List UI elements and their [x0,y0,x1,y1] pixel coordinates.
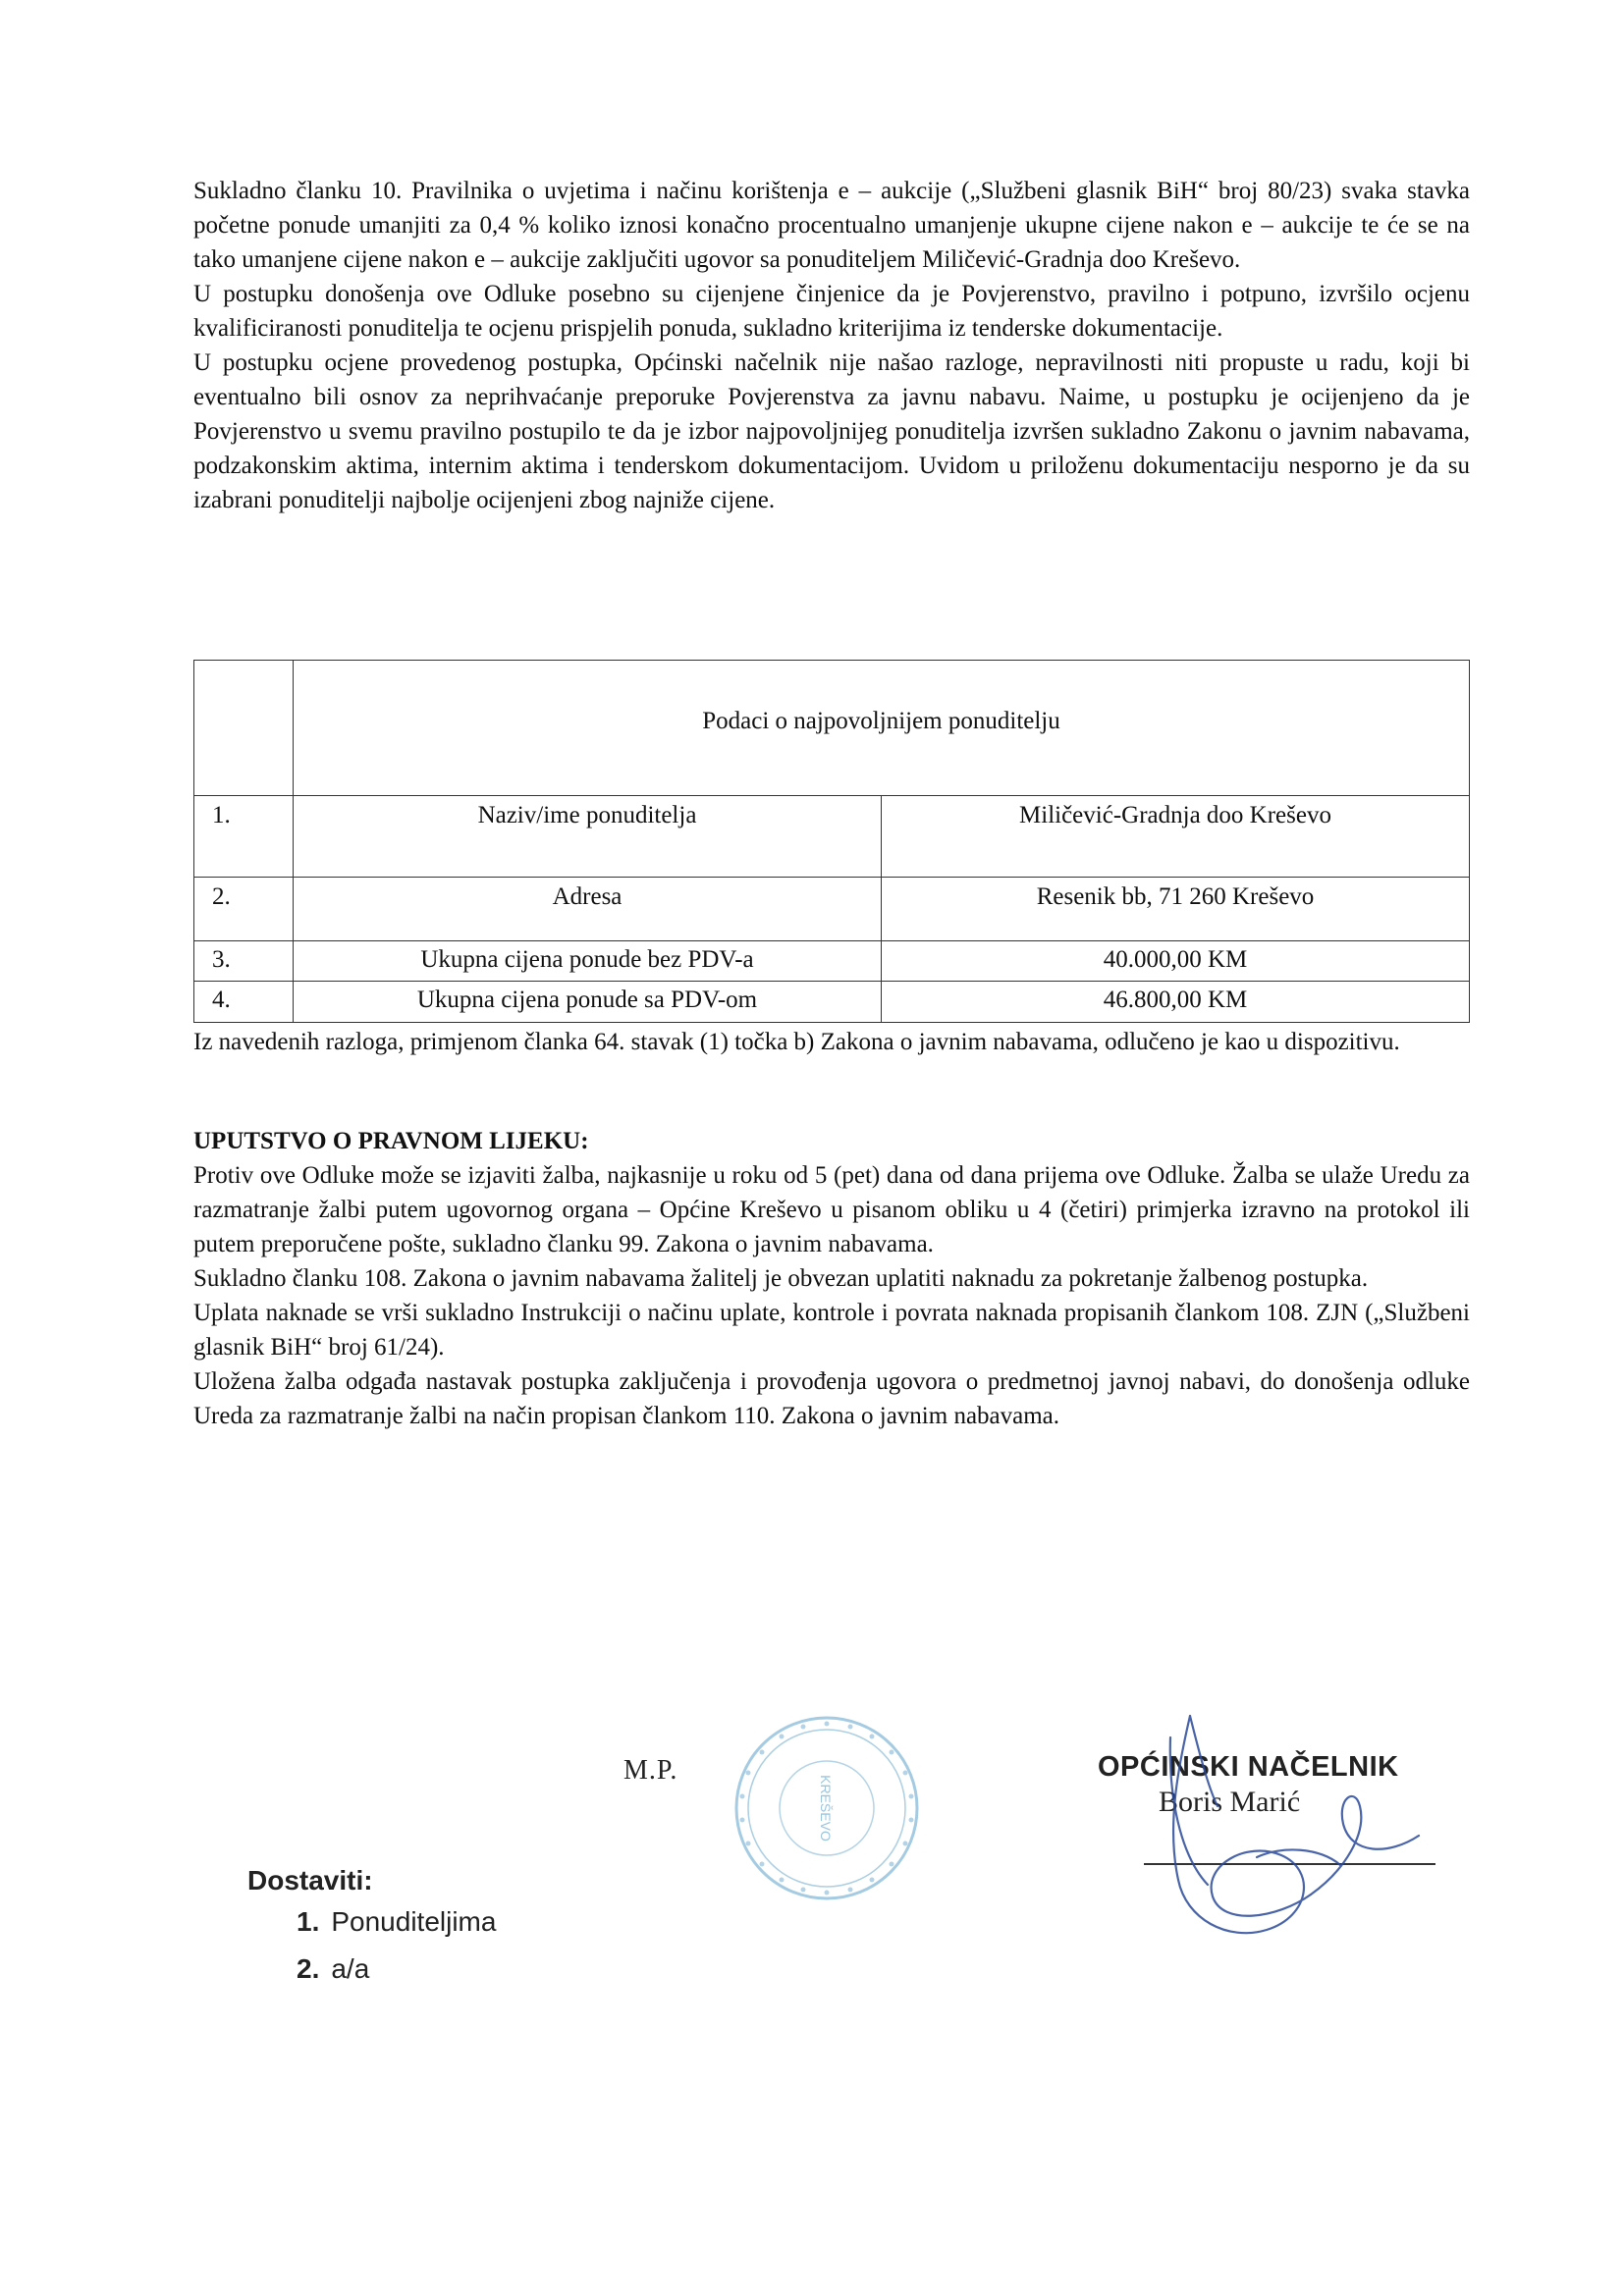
table-row [194,982,1470,1023]
legal-remedy-heading: UPUTSTVO O PRAVNOM LIJEKU: [193,1128,589,1154]
row-number: 2. [194,878,294,940]
table-header-cell: Podaci o najpovoljnijem ponuditelju [294,661,1470,796]
legal-remedy-section [193,1124,1470,1433]
table-header-row [194,661,1470,796]
best-bidder-table [193,660,1470,1023]
row-number: 1. [194,795,294,877]
row-value: 46.800,00 KM [882,982,1470,1023]
signatory-title: OPĆINSKI NAČELNIK [1098,1751,1399,1783]
row-label: Ukupna cijena ponude bez PDV-a [294,940,882,982]
signature-line [1144,1863,1435,1865]
row-number: 3. [194,940,294,982]
list-item-number: 1. [297,1906,320,1937]
row-label: Naziv/ime ponuditelja [294,795,882,877]
handwritten-signature-icon [1110,1708,1483,1944]
list-item [297,1904,496,1940]
stamp-place-label: M.P. [623,1755,678,1786]
table-row [194,795,1470,877]
paragraph-auction-reduction: Sukladno članku 10. Pravilnika o uvjetima i načinu korištenja e – aukcije („Službeni glasnik BiH“ broj 80/23) svaka stavka početne ponude umanjiti za 0,4 % koliko iznosi konačno procentualno umanjenje ukupne cijene nakon e – aukcije te će se na tako umanjene cijene nakon e – aukcije zaključiti ugovor sa ponuditeljem Miličević-Gradnja doo Kreševo. [193,178,1470,273]
paragraph-appeal-fee: Sukladno članku 108. Zakona o javnim nabavama žalitelj je obvezan uplatiti naknadu za pokretanje žalbenog postupka. [193,1265,1369,1292]
list-item-text: a/a [331,1953,370,1984]
delivery-title: Dostaviti: [247,1865,373,1896]
table-row [194,878,1470,940]
row-value: Resenik bb, 71 260 Kreševo [882,878,1470,940]
conclusion-section [193,1025,1470,1059]
municipal-seal-icon [729,1710,925,1906]
row-value: Miličević-Gradnja doo Kreševo [882,795,1470,877]
paragraph-committee-evaluation: U postupku donošenja ove Odluke posebno su cijenjene činjenice da je Povjerenstvo, pravilno i potpuno, izvršilo ocjenu kvalificiranosti ponuditelja te ocjenu prispjelih ponuda, sukladno kriterijima iz tenderske dokumentacije. [193,281,1470,342]
signatory-block [1098,1749,1399,1820]
row-label: Adresa [294,878,882,940]
list-item-text: Ponuditeljima [331,1906,497,1937]
paragraph-appeal-deadline: Protiv ove Odluke može se izjaviti žalba, najkasnije u roku od 5 (pet) dana od dana prijema ove Odluke. Žalba se ulaže Uredu za razmatranje žalbi putem ugovornog organa – Općine Kreševo u pisanom obliku u 4 (četiri) primjerka izravno na protokol ili putem preporučene pošte, sukladno članku 99. Zakona o javnim nabavama. [193,1162,1470,1257]
table-row [194,940,1470,982]
paragraph-appeal-effect: Uložena žalba odgađa nastavak postupka zaključenja i provođenja ugovora o predmetnoj javnoj nabavi, do donošenja odluke Ureda za razmatranje žalbi na način propisan člankom 110. Zakona o javnim nabavama. [193,1368,1470,1429]
delivery-list [247,1904,496,1987]
row-value: 40.000,00 KM [882,940,1470,982]
seal-text: KREŠEVO [818,1775,834,1842]
list-item-number: 2. [297,1953,320,1984]
table-header-empty-cell [194,661,294,796]
row-label: Ukupna cijena ponude sa PDV-om [294,982,882,1023]
intro-section [193,174,1470,517]
paragraph-conclusion: Iz navedenih razloga, primjenom članka 64. stavak (1) točka b) Zakona o javnim nabavama, odlučeno je kao u dispozitivu. [193,1029,1400,1055]
paragraph-fee-payment: Uplata naknade se vrši sukladno Instrukciji o načinu uplate, kontrole i povrata naknada propisanih člankom 108. ZJN („Službeni glasnik BiH“ broj 61/24). [193,1300,1470,1361]
paragraph-mayor-review: U postupku ocjene provedenog postupka, Općinski načelnik nije našao razloge, nepravilnosti niti propuste u radu, koji bi eventualno bili osnov za neprihvaćanje preporuke Povjerenstva za javnu nabavu. Naime, u postupku je ocijenjeno da je Povjerenstvo u svemu pravilno postupilo te da je izbor najpovoljnijeg ponuditelja izvršen sukladno Zakonu o javnim nabavama, podzakonskim aktima, internim aktima i tenderskom dokumentacijom. Uvidom u priloženu dokumentaciju nesporno je da su izabrani ponuditelji najbolje ocijenjeni zbog najniže cijene. [193,349,1470,513]
signatory-name: Boris Marić [1159,1786,1301,1818]
list-item [297,1951,496,1987]
row-number: 4. [194,982,294,1023]
delivery-section [247,1865,496,1999]
